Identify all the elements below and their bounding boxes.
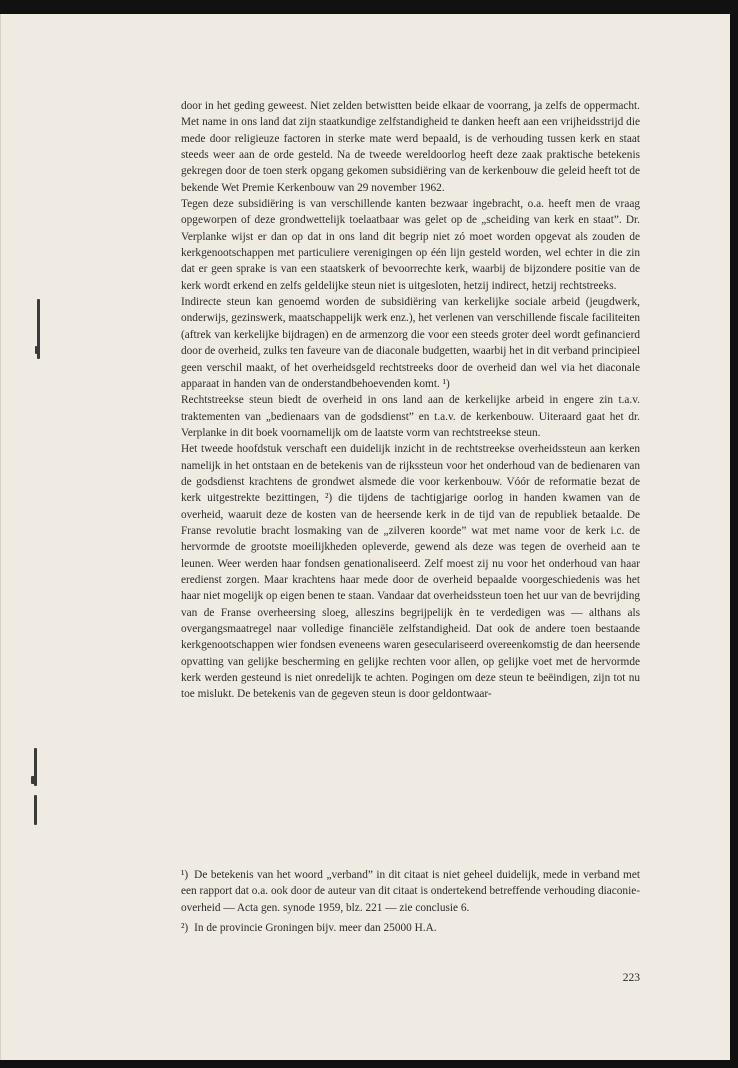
- binding-mark-lower-2: [34, 795, 37, 825]
- paragraph-3: Indirecte steun kan genoemd worden de subsidiëring van kerkelijke sociale arbeid (jeugdwerk, onderwijs, gezinswerk, maatschappelijk werk enz.), het verlenen van verschillende fiscale faciliteiten (aftrek van kerkelijke bijdragen) en de armenzorg die voor een steeds groter deel wordt gefinancierd door de overheid, zulks ten faveure van de diaconale budgetten, waarbij het in dit verband principieel geen verschil maakt, of het overheidsgeld rechtstreeks door de overheid dan wel via het diaconale apparaat in handen van de onderstandbehoevenden komt. ¹): [181, 296, 640, 390]
- paragraph-1: door in het geding geweest. Niet zelden betwistten beide elkaar de voorrang, ja zelfs de oppermacht. Met name in ons land dat zijn staatkundige zelfstandigheid te danken heeft aan een vrijheidsstrijd die mede door religieuze factoren in sterke mate werd bepaald, is de verhouding tussen kerk en staat steeds weer aan de orde gesteld. Na de tweede wereldoorlog heeft deze zaak praktische betekenis gekregen door de toen sterk opgang gekomen subsidiëring van de kerkenbouw die geleid heeft tot de bekende Wet Premie Kerkenbouw van 29 november 1962.: [181, 100, 640, 194]
- scan-top-edge: [0, 0, 730, 14]
- footnotes: [181, 867, 640, 940]
- paragraph-2: Tegen deze subsidiëring is van verschillende kanten bezwaar ingebracht, o.a. heeft men de vraag opgeworpen of deze grondwettelijk toelaatbaar was gelet op de „scheiding van kerk en staat”. Dr. Verplanke wijst er dan op dat in ons land dit begrip niet zó moet worden opgevat als zouden de kerkgenootschappen met particuliere verenigingen op één lijn gesteld worden, wel echter in die zin dat er geen sprake is van een staatskerk of bevoorrechte kerk, waarbij de bijzondere positie van de kerk wordt erkend en zelfs geldelijke steun niet is uitgesloten, hetzij indirect, hetzij rechtstreeks.: [181, 198, 640, 292]
- binding-mark-lower-tick: [31, 776, 36, 784]
- footnote-text: De betekenis van het woord „verband” in dit citaat is niet geheel duidelijk, mede in verband met een rapport dat o.a. ook door de auteur van dit citaat is ondertekend betreffende verhouding diaconie-overheid — Acta gen. synode 1959, blz. 221 — zie conclusie 6.: [181, 869, 640, 914]
- footnote-text: In de provincie Groningen bijv. meer dan 25000 H.A.: [194, 921, 437, 934]
- footnote-2: [181, 920, 640, 936]
- page-left-edge: [0, 14, 1, 1060]
- paragraph-5: Het tweede hoofdstuk verschaft een duidelijk inzicht in de rechtstreekse overheidssteun aan kerken namelijk in het ontstaan en de betekenis van de rijkssteun voor het onderhoud van de bedienaren van de godsdienst krachtens de grondwet alsmede die voor kerkenbouw. Vóór de reformatie bezat de kerk uitgestrekte bezittingen, ²) die tijdens de tachtigjarige oorlog in handen kwamen van de overheid, waaruit deze de kosten van de heersende kerk in de tijd van de republiek betaalde. De Franse revolutie bracht losmaking van de „zilveren koorde” wat met name voor de kerk i.c. de hervormde de grootste moeilijkheden opleverde, gewend als deze was tegen de overheid aan te leunen. Weer werden haar fondsen genationaliseerd. Zelf moest zij nu voor het onderhoud van haar eredienst zorgen. Maar krachtens haar mede door de overheid bepaalde voorgeschiedenis was het haar niet mogelijk op eigen benen te staan. Vandaar dat overheidssteun toen het uur van de bevrijding van de Franse overheersing sloeg, alleszins begrijpelijk èn te verdedigen was — althans als overgangsmaatregel naar volledige financiële zelfstandigheid. Dat ook de andere toen bestaande kerkgenootschappen wier fondsen eveneens waren geseculariseerd overeenkomstig de dan heersende opvatting van gelijke bescherming en gelijke rechten voor allen, op gelijke voet met de hervormde kerk werden gesteund is niet onredelijk te achten. Pogingen om deze steun te beëindigen, zijn tot nu toe mislukt. De betekenis van de gegeven steun is door geldontwaar-: [181, 443, 640, 701]
- paragraph-4: Rechtstreekse steun biedt de overheid in ons land aan de kerkelijke arbeid in engere zin t.a.v. traktementen van „bedienaars van de godsdienst” en t.a.v. de kerkenbouw. Uiteraard gaat het dr. Verplanke in dit boek voornamelijk om de laatste vorm van rechtstreekse steun.: [181, 394, 640, 439]
- footnote-marker: ²): [181, 921, 189, 934]
- page-number: 223: [622, 972, 640, 984]
- footnote-1: [181, 867, 640, 916]
- body-text: [181, 98, 640, 703]
- footnote-marker: ¹): [181, 869, 189, 881]
- binding-mark-upper-tick: [35, 346, 40, 354]
